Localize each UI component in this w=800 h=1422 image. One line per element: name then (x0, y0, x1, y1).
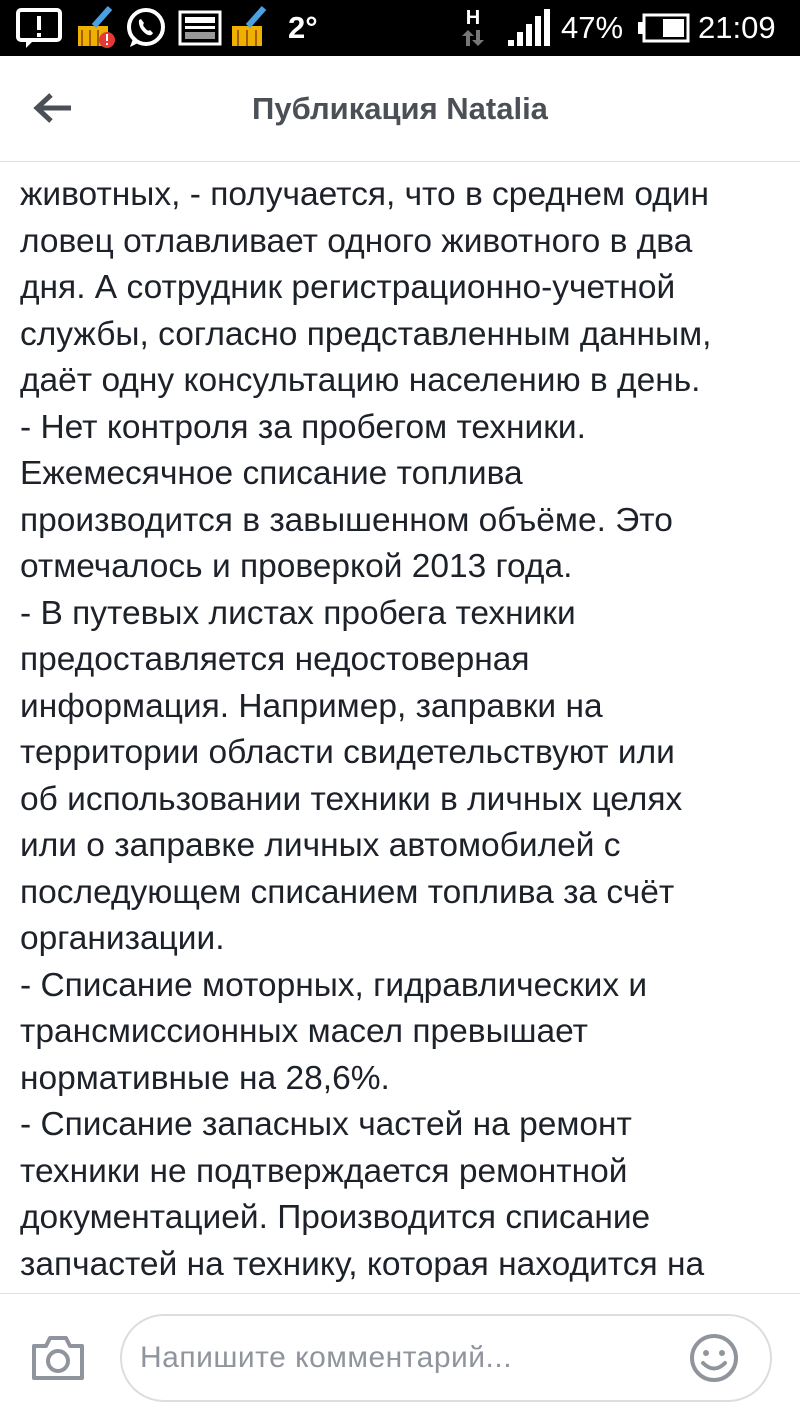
post-text-line: Ежемесячное списание топлива (20, 455, 523, 492)
post-text-line: отмечалось и проверкой 2013 года. (20, 548, 573, 585)
app-header (0, 56, 800, 162)
post-text-line: - Нет контроля за пробегом техники. (20, 408, 586, 446)
post-text-line: службы, согласно представленным данным, (20, 315, 712, 353)
page-title: Публикация Natalia (252, 91, 548, 126)
post-text-line: информация. Например, заправки на (20, 687, 603, 725)
post-text (20, 172, 795, 1288)
back-button[interactable] (22, 80, 84, 136)
post-content[interactable] (0, 163, 800, 1293)
whatsapp-icon (124, 0, 168, 56)
smiley-icon (688, 1332, 740, 1384)
gallery-icon (178, 0, 222, 56)
post-text-line: предоставляется недостоверная (20, 641, 530, 678)
cleaner-app-icon (74, 0, 118, 56)
network-type-label: H (465, 7, 481, 29)
network-h-icon (458, 0, 488, 56)
arrow-left-icon (33, 92, 73, 124)
post-text-line: ловец отлавливает одного животного в два (20, 222, 693, 260)
camera-icon (30, 1334, 86, 1382)
cleaner-app-icon (228, 0, 272, 56)
comment-input[interactable] (120, 1314, 772, 1402)
comment-placeholder: Напишите комментарий... (140, 1341, 513, 1374)
comment-bar (0, 1293, 800, 1422)
post-text-line: запчастей на технику, которая находится на (20, 1245, 705, 1283)
battery-icon (638, 0, 690, 56)
temperature-text: 2° (288, 10, 318, 45)
post-text-line: документацией. Производится списание (20, 1199, 651, 1236)
battery-percent: 47% (561, 10, 624, 45)
post-text-line: нормативные на 28,6%. (20, 1059, 390, 1097)
post-text-line: или о заправке личных автомобилей с (20, 827, 621, 864)
post-text-line: об использовании техники в личных целях (20, 780, 683, 818)
post-text-line: - Списание моторных, гидравлических и (20, 966, 648, 1004)
post-text-line: даёт одну консультацию населению в день. (20, 362, 701, 399)
camera-button[interactable] (30, 1334, 90, 1384)
alert-icon (16, 0, 62, 56)
signal-icon (506, 0, 552, 56)
clock: 21:09 (698, 10, 776, 45)
post-text-line: дня. А сотрудник регистрационно-учетной (20, 269, 676, 306)
post-text-line: - Списание запасных частей на ремонт (20, 1106, 632, 1143)
emoji-button[interactable] (688, 1332, 740, 1384)
post-text-line: территории области свидетельствуют или (20, 734, 675, 771)
post-text-line: производится в завышенном объёме. Это (20, 501, 673, 539)
post-text-line: - В путевых листах пробега техники (20, 594, 576, 632)
post-text-line: техники не подтверждается ремонтной (20, 1152, 628, 1190)
post-text-line: трансмиссионных масел превышает (20, 1013, 589, 1050)
post-text-line: организации. (20, 920, 225, 957)
post-text-line: животных, - получается, что в среднем один (20, 176, 710, 213)
status-bar (0, 0, 800, 56)
post-text-line: последующем списанием топлива за счёт (20, 873, 675, 911)
